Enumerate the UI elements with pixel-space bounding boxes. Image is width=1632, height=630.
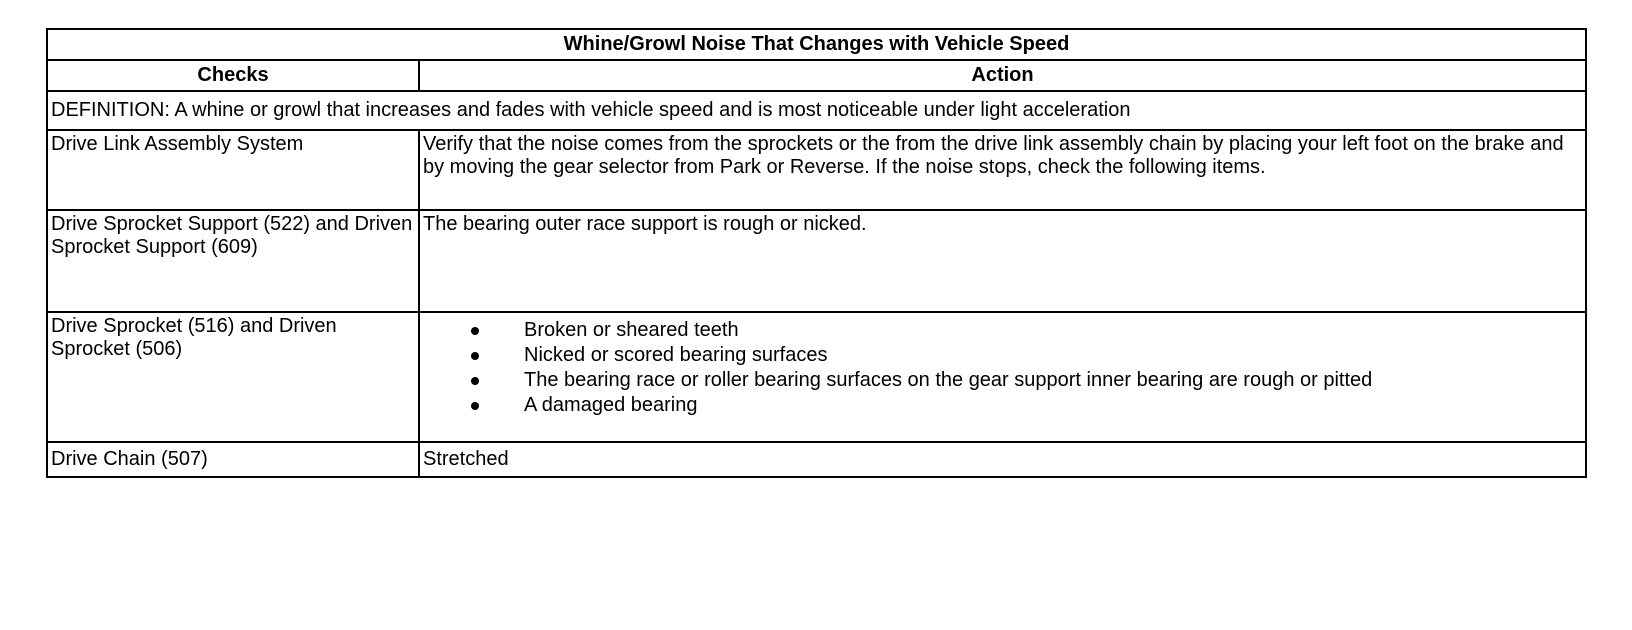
action-cell: Verify that the noise comes from the sprockets or the from the drive link assembly chain by placing your left foot on the brake and by moving the gear selector from Park or Reverse. If the noise stops, check the following items. xyxy=(419,130,1586,210)
action-cell: The bearing outer race support is rough or nicked. xyxy=(419,210,1586,312)
action-cell xyxy=(419,312,1586,442)
definition-row xyxy=(47,91,1586,130)
diagnostic-table xyxy=(46,28,1587,478)
list-item xyxy=(524,319,1582,342)
table-row xyxy=(47,130,1586,210)
table-header-row xyxy=(47,60,1586,91)
bullet-icon xyxy=(471,327,479,335)
bullet-icon xyxy=(471,402,479,410)
table-row xyxy=(47,210,1586,312)
check-cell: Drive Chain (507) xyxy=(47,442,419,477)
list-item xyxy=(524,344,1582,367)
table-title: Whine/Growl Noise That Changes with Vehicle Speed xyxy=(47,29,1586,60)
list-item-text: A damaged bearing xyxy=(524,394,698,416)
check-cell: Drive Sprocket (516) and Driven Sprocket (506) xyxy=(47,312,419,442)
definition-text: DEFINITION: A whine or growl that increases and fades with vehicle speed and is most noticeable under light acceleration xyxy=(47,91,1586,130)
list-item-text: Broken or sheared teeth xyxy=(524,319,739,341)
header-action: Action xyxy=(419,60,1586,91)
list-item-text: Nicked or scored bearing surfaces xyxy=(524,344,828,366)
check-cell: Drive Sprocket Support (522) and Driven Sprocket Support (609) xyxy=(47,210,419,312)
list-item xyxy=(524,369,1582,392)
list-item-text: The bearing race or roller bearing surfaces on the gear support inner bearing are rough or pitted xyxy=(524,369,1373,391)
bullet-icon xyxy=(471,377,479,385)
table-row xyxy=(47,442,1586,477)
action-bullet-list xyxy=(423,319,1582,417)
table-title-row xyxy=(47,29,1586,60)
bullet-icon xyxy=(471,352,479,360)
check-cell: Drive Link Assembly System xyxy=(47,130,419,210)
list-item xyxy=(524,394,1582,417)
action-cell: Stretched xyxy=(419,442,1586,477)
table-row xyxy=(47,312,1586,442)
header-checks: Checks xyxy=(47,60,419,91)
